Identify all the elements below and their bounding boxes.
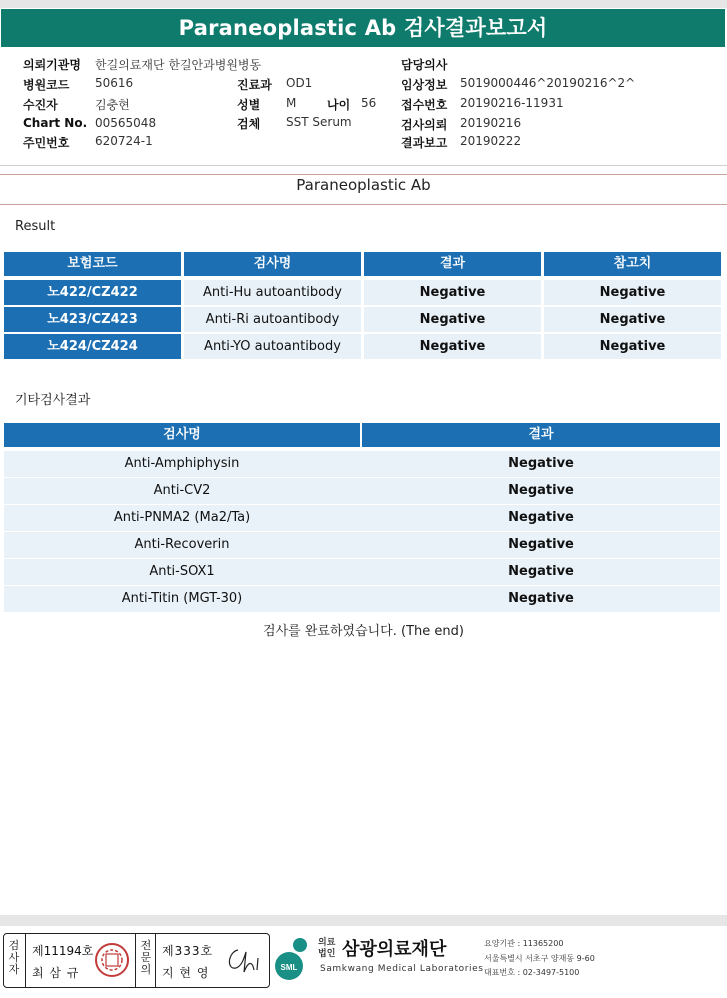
resident-value: 620724-1 — [95, 134, 153, 148]
test-name: Anti-Hu autoantibody — [184, 280, 361, 305]
tester-label: 검 사 자 — [8, 939, 20, 976]
sex-label: 성별 — [237, 98, 261, 112]
resident-label: 주민번호 — [23, 136, 70, 150]
address: 서울특별시 서초구 양재동 9-60 — [484, 954, 595, 963]
chart-label: Chart No. — [23, 116, 88, 130]
department-label: 진료과 — [237, 78, 272, 92]
test-result: Negative — [364, 280, 541, 305]
specialist-label: 전 문 의 — [140, 939, 152, 976]
specialist-name: 지 현 영 — [162, 966, 210, 980]
hospital-code-label: 병원코드 — [23, 78, 70, 92]
table-row — [4, 505, 720, 531]
test-result: Negative — [364, 307, 541, 332]
other-section-label: 기타검사결과 — [15, 393, 91, 408]
table-row — [4, 559, 720, 585]
insurance-code: 노422/CZ422 — [4, 280, 181, 305]
chart-value: 00565048 — [95, 116, 157, 130]
hospital-code-value: 50616 — [95, 76, 134, 90]
column-header: 결과 — [364, 252, 541, 276]
top-border — [0, 0, 727, 8]
test-result: Negative — [508, 537, 574, 552]
section-subtitle: Paraneoplastic Ab — [296, 176, 431, 194]
foundation-en: Samkwang Medical Laboratories — [320, 964, 484, 974]
request-value: 20190216 — [460, 116, 522, 130]
insurance-code: 노424/CZ424 — [4, 334, 181, 359]
divider — [155, 934, 156, 987]
foundation-prefix: 의료 법인 — [318, 938, 336, 959]
department-value: OD1 — [286, 76, 313, 90]
age-value: 56 — [361, 96, 377, 110]
divider-top — [0, 174, 727, 175]
test-result: Negative — [508, 456, 574, 471]
recipient-value: 김충현 — [95, 98, 130, 112]
divider — [25, 934, 26, 987]
test-name: Anti-Amphiphysin — [124, 456, 240, 471]
institution-value: 한길의료재단 한길안과병원병동 — [95, 58, 262, 72]
clinical-label: 임상정보 — [401, 78, 448, 92]
reference-value: Negative — [544, 280, 721, 305]
tester-license: 제11194호 — [32, 944, 94, 958]
age-label: 나이 — [327, 98, 351, 112]
table-row — [4, 586, 720, 612]
report-title: Paraneoplastic Ab 검사결과보고서 — [1, 9, 725, 47]
seal-stamp — [94, 942, 130, 978]
sml-logo-icon — [272, 936, 314, 982]
test-name: Anti-Ri autoantibody — [184, 307, 361, 332]
sex-value: M — [286, 96, 297, 110]
column-header: 참고치 — [544, 252, 721, 276]
test-name: Anti-SOX1 — [149, 564, 215, 579]
divider-bottom — [0, 204, 727, 205]
signature — [224, 944, 264, 976]
specialist-license: 제333호 — [162, 944, 214, 958]
tester-name: 최 삼 규 — [32, 966, 80, 980]
test-result: Negative — [364, 334, 541, 359]
specimen-label: 검체 — [237, 117, 261, 131]
test-result: Negative — [508, 591, 574, 606]
institution-label: 의뢰기관명 — [23, 58, 81, 72]
insurance-code: 노423/CZ423 — [4, 307, 181, 332]
result-section-label: Result — [15, 219, 56, 234]
test-name: Anti-PNMA2 (Ma2/Ta) — [113, 510, 251, 525]
column-header: 결과 — [362, 423, 720, 447]
bottom-border — [0, 915, 727, 926]
receipt-label: 접수번호 — [401, 98, 448, 112]
test-result: Negative — [508, 564, 574, 579]
end-note: 검사를 완료하였습니다. (The end) — [263, 624, 464, 639]
test-name: Anti-Recoverin — [134, 537, 230, 552]
recipient-label: 수진자 — [23, 98, 58, 112]
reference-value: Negative — [544, 307, 721, 332]
signature-box — [3, 933, 270, 988]
header-divider — [0, 165, 727, 166]
specimen-value: SST Serum — [286, 115, 352, 129]
foundation-name: 삼광의료재단 — [342, 939, 447, 960]
clinical-value: 5019000446^20190216^2^ — [460, 76, 636, 90]
phone: 대표번호 : 02-3497-5100 — [484, 968, 580, 977]
test-name: Anti-YO autoantibody — [184, 334, 361, 359]
divider — [135, 934, 136, 987]
table-row — [4, 532, 720, 558]
test-result: Negative — [508, 483, 574, 498]
test-result: Negative — [508, 510, 574, 525]
report-date-label: 결과보고 — [401, 136, 448, 150]
table-row — [4, 451, 720, 477]
receipt-value: 20190216-11931 — [460, 96, 564, 110]
test-name: Anti-Titin (MGT-30) — [121, 591, 243, 606]
care-code: 요양기관 : 11365200 — [484, 939, 564, 948]
reference-value: Negative — [544, 334, 721, 359]
test-name: Anti-CV2 — [153, 483, 211, 498]
request-label: 검사의뢰 — [401, 118, 448, 132]
table-row — [4, 478, 720, 504]
logo-text: SML — [280, 963, 298, 972]
doctor-label: 담당의사 — [401, 58, 448, 72]
column-header: 검사명 — [184, 252, 361, 276]
column-header: 검사명 — [4, 423, 360, 447]
column-header: 보험코드 — [4, 252, 181, 276]
report-date-value: 20190222 — [460, 134, 522, 148]
